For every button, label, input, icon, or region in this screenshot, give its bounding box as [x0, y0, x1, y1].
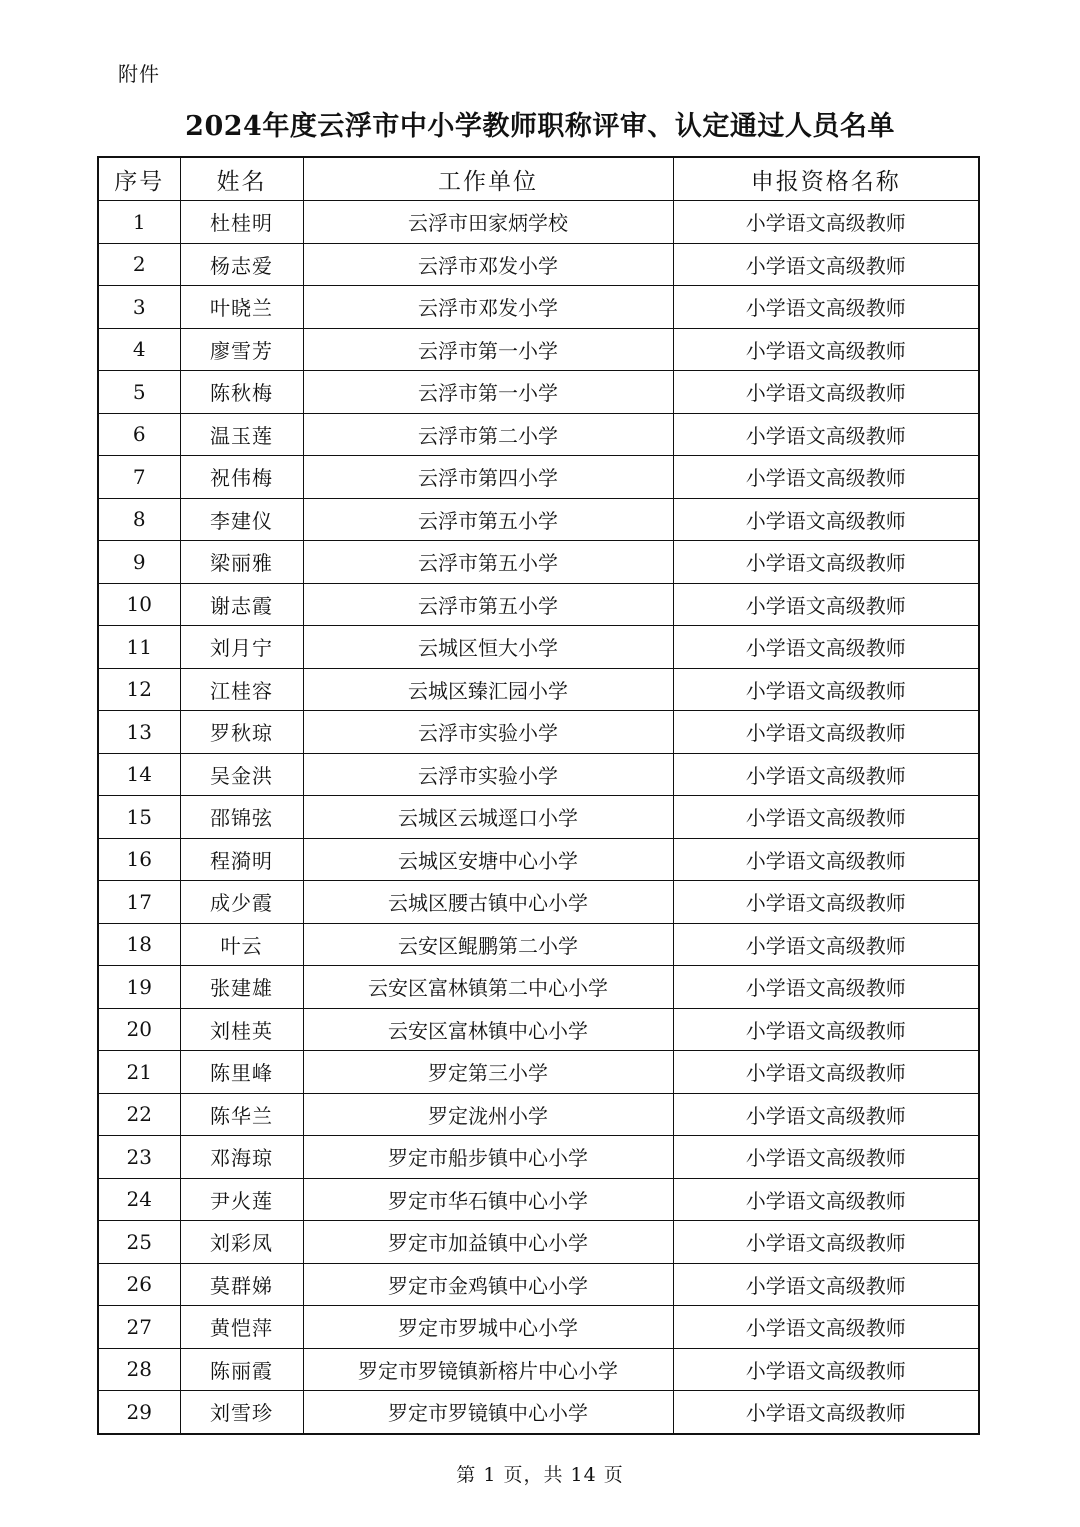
serial-number-cell: 23 [98, 1136, 180, 1179]
work-unit-cell: 云浮市第四小学 [303, 456, 673, 499]
serial-number-cell: 4 [98, 328, 180, 371]
name-cell: 陈丽霞 [180, 1348, 303, 1391]
table-row [98, 583, 979, 626]
name-cell: 谢志霞 [180, 583, 303, 626]
table-row [98, 923, 979, 966]
work-unit-cell: 云城区云城逕口小学 [303, 796, 673, 839]
table-row [98, 286, 979, 329]
qualification-cell: 小学语文高级教师 [673, 413, 979, 456]
table-row [98, 1178, 979, 1221]
serial-number-cell: 16 [98, 838, 180, 881]
qualification-cell: 小学语文高级教师 [673, 1221, 979, 1264]
work-unit-cell: 罗定市华石镇中心小学 [303, 1178, 673, 1221]
qualification-cell: 小学语文高级教师 [673, 498, 979, 541]
work-unit-cell: 云浮市第二小学 [303, 413, 673, 456]
name-cell: 张建雄 [180, 966, 303, 1009]
serial-number-cell: 24 [98, 1178, 180, 1221]
table-row [98, 668, 979, 711]
name-cell: 刘雪珍 [180, 1391, 303, 1434]
work-unit-cell: 云浮市第一小学 [303, 371, 673, 414]
table-row [98, 711, 979, 754]
work-unit-cell: 罗定泷州小学 [303, 1093, 673, 1136]
name-cell: 刘月宁 [180, 626, 303, 669]
serial-number-cell: 29 [98, 1391, 180, 1434]
serial-number-cell: 17 [98, 881, 180, 924]
qualification-cell: 小学语文高级教师 [673, 923, 979, 966]
qualification-cell: 小学语文高级教师 [673, 966, 979, 1009]
name-cell: 江桂容 [180, 668, 303, 711]
name-cell: 廖雪芳 [180, 328, 303, 371]
table-row [98, 1008, 979, 1051]
serial-number-cell: 10 [98, 583, 180, 626]
qualification-cell: 小学语文高级教师 [673, 626, 979, 669]
name-cell: 邓海琼 [180, 1136, 303, 1179]
table-row [98, 371, 979, 414]
qualification-cell: 小学语文高级教师 [673, 753, 979, 796]
work-unit-cell: 云安区富林镇中心小学 [303, 1008, 673, 1051]
serial-number-cell: 18 [98, 923, 180, 966]
table-row [98, 881, 979, 924]
serial-number-cell: 5 [98, 371, 180, 414]
qualification-cell: 小学语文高级教师 [673, 711, 979, 754]
name-cell: 刘桂英 [180, 1008, 303, 1051]
name-cell: 叶云 [180, 923, 303, 966]
name-cell: 杜桂明 [180, 201, 303, 244]
qualification-cell: 小学语文高级教师 [673, 1136, 979, 1179]
name-cell: 莫群娣 [180, 1263, 303, 1306]
table-row [98, 838, 979, 881]
qualification-cell: 小学语文高级教师 [673, 1263, 979, 1306]
work-unit-cell: 云浮市邓发小学 [303, 286, 673, 329]
work-unit-cell: 云安区富林镇第二中心小学 [303, 966, 673, 1009]
work-unit-cell: 云浮市实验小学 [303, 711, 673, 754]
name-cell: 罗秋琼 [180, 711, 303, 754]
qualification-cell: 小学语文高级教师 [673, 1051, 979, 1094]
name-cell: 陈里峰 [180, 1051, 303, 1094]
name-cell: 叶晓兰 [180, 286, 303, 329]
table-row [98, 1221, 979, 1264]
serial-number-cell: 12 [98, 668, 180, 711]
qualification-cell: 小学语文高级教师 [673, 456, 979, 499]
name-cell: 黄恺萍 [180, 1306, 303, 1349]
qualification-cell: 小学语文高级教师 [673, 1391, 979, 1434]
work-unit-cell: 云城区安塘中心小学 [303, 838, 673, 881]
page-number: 第 1 页，共 14 页 [456, 1464, 624, 1486]
name-cell: 程漪明 [180, 838, 303, 881]
serial-number-cell: 28 [98, 1348, 180, 1391]
table-row [98, 626, 979, 669]
attachment-label: 附件 [118, 62, 160, 86]
table-row [98, 498, 979, 541]
table-header-row [98, 157, 979, 201]
work-unit-cell: 云城区臻汇园小学 [303, 668, 673, 711]
table-row [98, 796, 979, 839]
serial-number-cell: 20 [98, 1008, 180, 1051]
qualification-cell: 小学语文高级教师 [673, 371, 979, 414]
serial-number-cell: 7 [98, 456, 180, 499]
serial-number-cell: 27 [98, 1306, 180, 1349]
qualification-cell: 小学语文高级教师 [673, 541, 979, 584]
qualification-cell: 小学语文高级教师 [673, 243, 979, 286]
serial-number-cell: 13 [98, 711, 180, 754]
serial-number-cell: 9 [98, 541, 180, 584]
name-cell: 尹火莲 [180, 1178, 303, 1221]
qualification-cell: 小学语文高级教师 [673, 201, 979, 244]
serial-number-cell: 21 [98, 1051, 180, 1094]
table-row [98, 413, 979, 456]
qualification-cell: 小学语文高级教师 [673, 583, 979, 626]
table-row [98, 1136, 979, 1179]
work-unit-cell: 罗定市罗镜镇新榕片中心小学 [303, 1348, 673, 1391]
page-title: 2024年度云浮市中小学教师职称评审、认定通过人员名单 [185, 111, 895, 142]
serial-number-cell: 3 [98, 286, 180, 329]
serial-number-cell: 26 [98, 1263, 180, 1306]
work-unit-cell: 罗定市加益镇中心小学 [303, 1221, 673, 1264]
qualification-cell: 小学语文高级教师 [673, 1178, 979, 1221]
work-unit-cell: 罗定市罗镜镇中心小学 [303, 1391, 673, 1434]
serial-number-cell: 25 [98, 1221, 180, 1264]
qualification-cell: 小学语文高级教师 [673, 1008, 979, 1051]
table-row [98, 243, 979, 286]
work-unit-cell: 云安区鲲鹏第二小学 [303, 923, 673, 966]
serial-number-cell: 11 [98, 626, 180, 669]
header-name: 姓名 [180, 157, 303, 201]
qualification-cell: 小学语文高级教师 [673, 668, 979, 711]
serial-number-cell: 8 [98, 498, 180, 541]
table-row [98, 328, 979, 371]
name-cell: 邵锦弦 [180, 796, 303, 839]
qualification-cell: 小学语文高级教师 [673, 881, 979, 924]
name-cell: 刘彩凤 [180, 1221, 303, 1264]
qualification-cell: 小学语文高级教师 [673, 838, 979, 881]
header-qualification: 申报资格名称 [673, 157, 979, 201]
table-row [98, 753, 979, 796]
name-cell: 陈秋梅 [180, 371, 303, 414]
serial-number-cell: 22 [98, 1093, 180, 1136]
table-row [98, 541, 979, 584]
name-cell: 吴金洪 [180, 753, 303, 796]
work-unit-cell: 罗定市罗城中心小学 [303, 1306, 673, 1349]
work-unit-cell: 云浮市第五小学 [303, 498, 673, 541]
qualification-cell: 小学语文高级教师 [673, 796, 979, 839]
qualification-cell: 小学语文高级教师 [673, 1348, 979, 1391]
table-row [98, 456, 979, 499]
serial-number-cell: 19 [98, 966, 180, 1009]
qualification-cell: 小学语文高级教师 [673, 328, 979, 371]
roster-table [97, 156, 980, 1435]
table-row [98, 1263, 979, 1306]
name-cell: 祝伟梅 [180, 456, 303, 499]
table-body [98, 201, 979, 1434]
qualification-cell: 小学语文高级教师 [673, 1093, 979, 1136]
work-unit-cell: 罗定市金鸡镇中心小学 [303, 1263, 673, 1306]
name-cell: 陈华兰 [180, 1093, 303, 1136]
serial-number-cell: 6 [98, 413, 180, 456]
name-cell: 梁丽雅 [180, 541, 303, 584]
work-unit-cell: 云浮市第五小学 [303, 541, 673, 584]
work-unit-cell: 云浮市第五小学 [303, 583, 673, 626]
work-unit-cell: 罗定第三小学 [303, 1051, 673, 1094]
name-cell: 李建仪 [180, 498, 303, 541]
table-row [98, 1348, 979, 1391]
qualification-cell: 小学语文高级教师 [673, 286, 979, 329]
work-unit-cell: 云浮市第一小学 [303, 328, 673, 371]
table-row [98, 1391, 979, 1434]
name-cell: 杨志爱 [180, 243, 303, 286]
work-unit-cell: 云城区恒大小学 [303, 626, 673, 669]
serial-number-cell: 14 [98, 753, 180, 796]
serial-number-cell: 2 [98, 243, 180, 286]
header-work-unit: 工作单位 [303, 157, 673, 201]
work-unit-cell: 云浮市邓发小学 [303, 243, 673, 286]
name-cell: 成少霞 [180, 881, 303, 924]
table-row [98, 1093, 979, 1136]
table-row [98, 201, 979, 244]
name-cell: 温玉莲 [180, 413, 303, 456]
header-serial-number: 序号 [98, 157, 180, 201]
serial-number-cell: 1 [98, 201, 180, 244]
table-row [98, 966, 979, 1009]
serial-number-cell: 15 [98, 796, 180, 839]
work-unit-cell: 罗定市船步镇中心小学 [303, 1136, 673, 1179]
table-row [98, 1306, 979, 1349]
work-unit-cell: 云浮市田家炳学校 [303, 201, 673, 244]
qualification-cell: 小学语文高级教师 [673, 1306, 979, 1349]
work-unit-cell: 云浮市实验小学 [303, 753, 673, 796]
work-unit-cell: 云城区腰古镇中心小学 [303, 881, 673, 924]
table-row [98, 1051, 979, 1094]
